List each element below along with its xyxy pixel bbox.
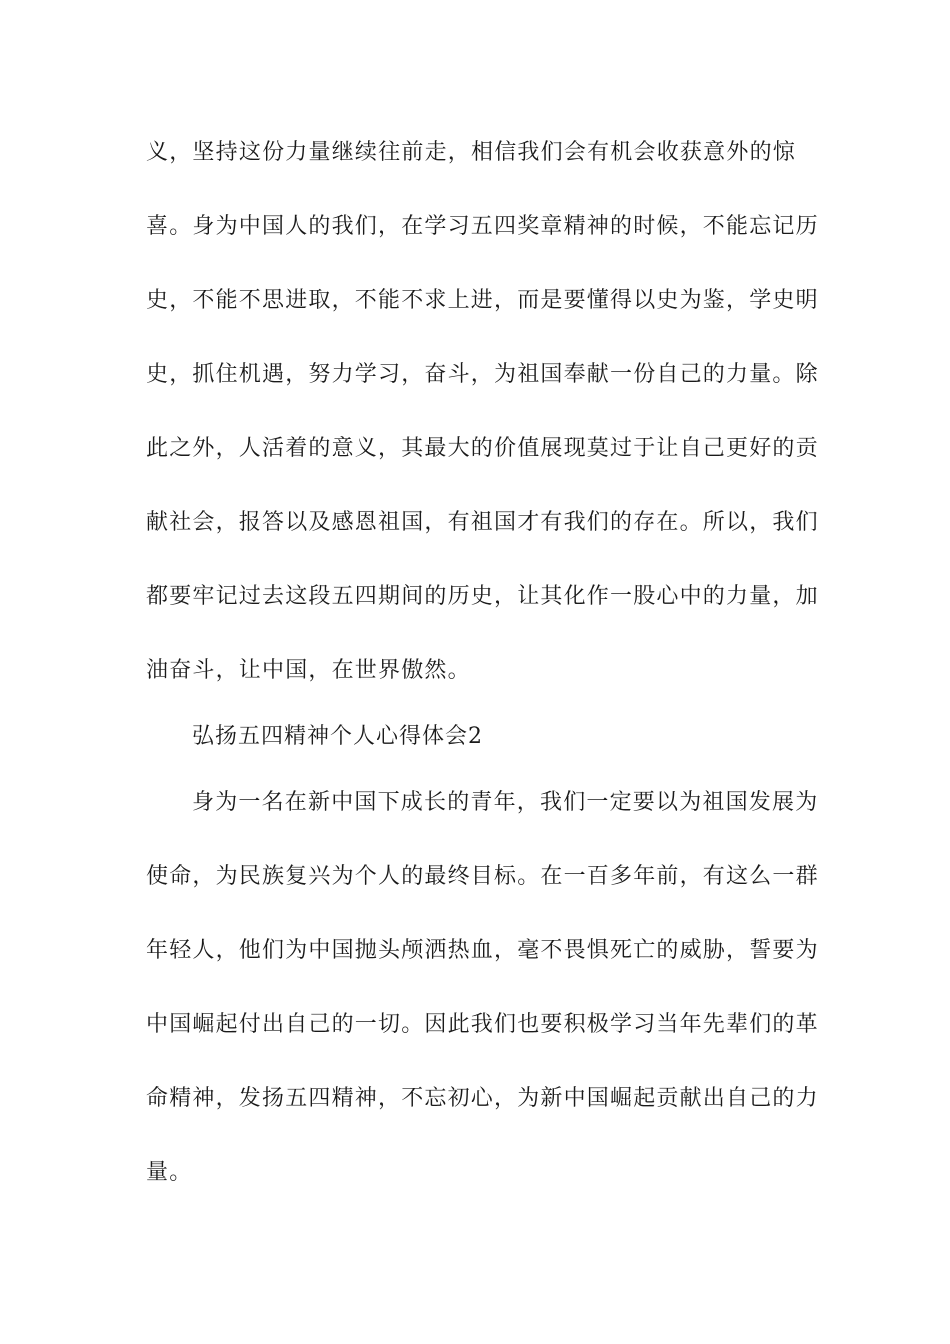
paragraph-line: 都要牢记过去这段五四期间的历史，让其化作一股心中的力量，加 bbox=[146, 584, 819, 609]
paragraph-line: 义，坚持这份力量继续往前走，相信我们会有机会收获意外的惊 bbox=[146, 140, 796, 165]
paragraph-line: 史，不能不思进取，不能不求上进，而是要懂得以史为鉴，学史明 bbox=[146, 288, 819, 313]
paragraph-line: 身为一名在新中国下成长的青年，我们一定要以为祖国发展为 bbox=[192, 790, 819, 815]
paragraph-line: 命精神，发扬五四精神，不忘初心，为新中国崛起贡献出自己的力 bbox=[146, 1086, 819, 1111]
paragraph-line: 喜。身为中国人的我们，在学习五四奖章精神的时候，不能忘记历 bbox=[146, 214, 819, 239]
paragraph-line: 此之外，人活着的意义，其最大的价值展现莫过于让自己更好的贡 bbox=[146, 436, 819, 461]
paragraph-line: 中国崛起付出自己的一切。因此我们也要积极学习当年先辈们的革 bbox=[146, 1012, 819, 1037]
paragraph-line: 油奋斗，让中国，在世界傲然。 bbox=[146, 658, 471, 683]
paragraph-line: 量。 bbox=[146, 1160, 193, 1185]
paragraph-line: 年轻人，他们为中国抛头颅洒热血，毫不畏惧死亡的威胁，誓要为 bbox=[146, 938, 819, 963]
section-heading: 弘扬五四精神个人心得体会2 bbox=[192, 724, 483, 749]
paragraph-line: 使命，为民族复兴为个人的最终目标。在一百多年前，有这么一群 bbox=[146, 864, 819, 889]
paragraph-line: 献社会，报答以及感恩祖国，有祖国才有我们的存在。所以，我们 bbox=[146, 510, 819, 535]
paragraph-line: 史，抓住机遇，努力学习，奋斗，为祖国奉献一份自己的力量。除 bbox=[146, 362, 819, 387]
